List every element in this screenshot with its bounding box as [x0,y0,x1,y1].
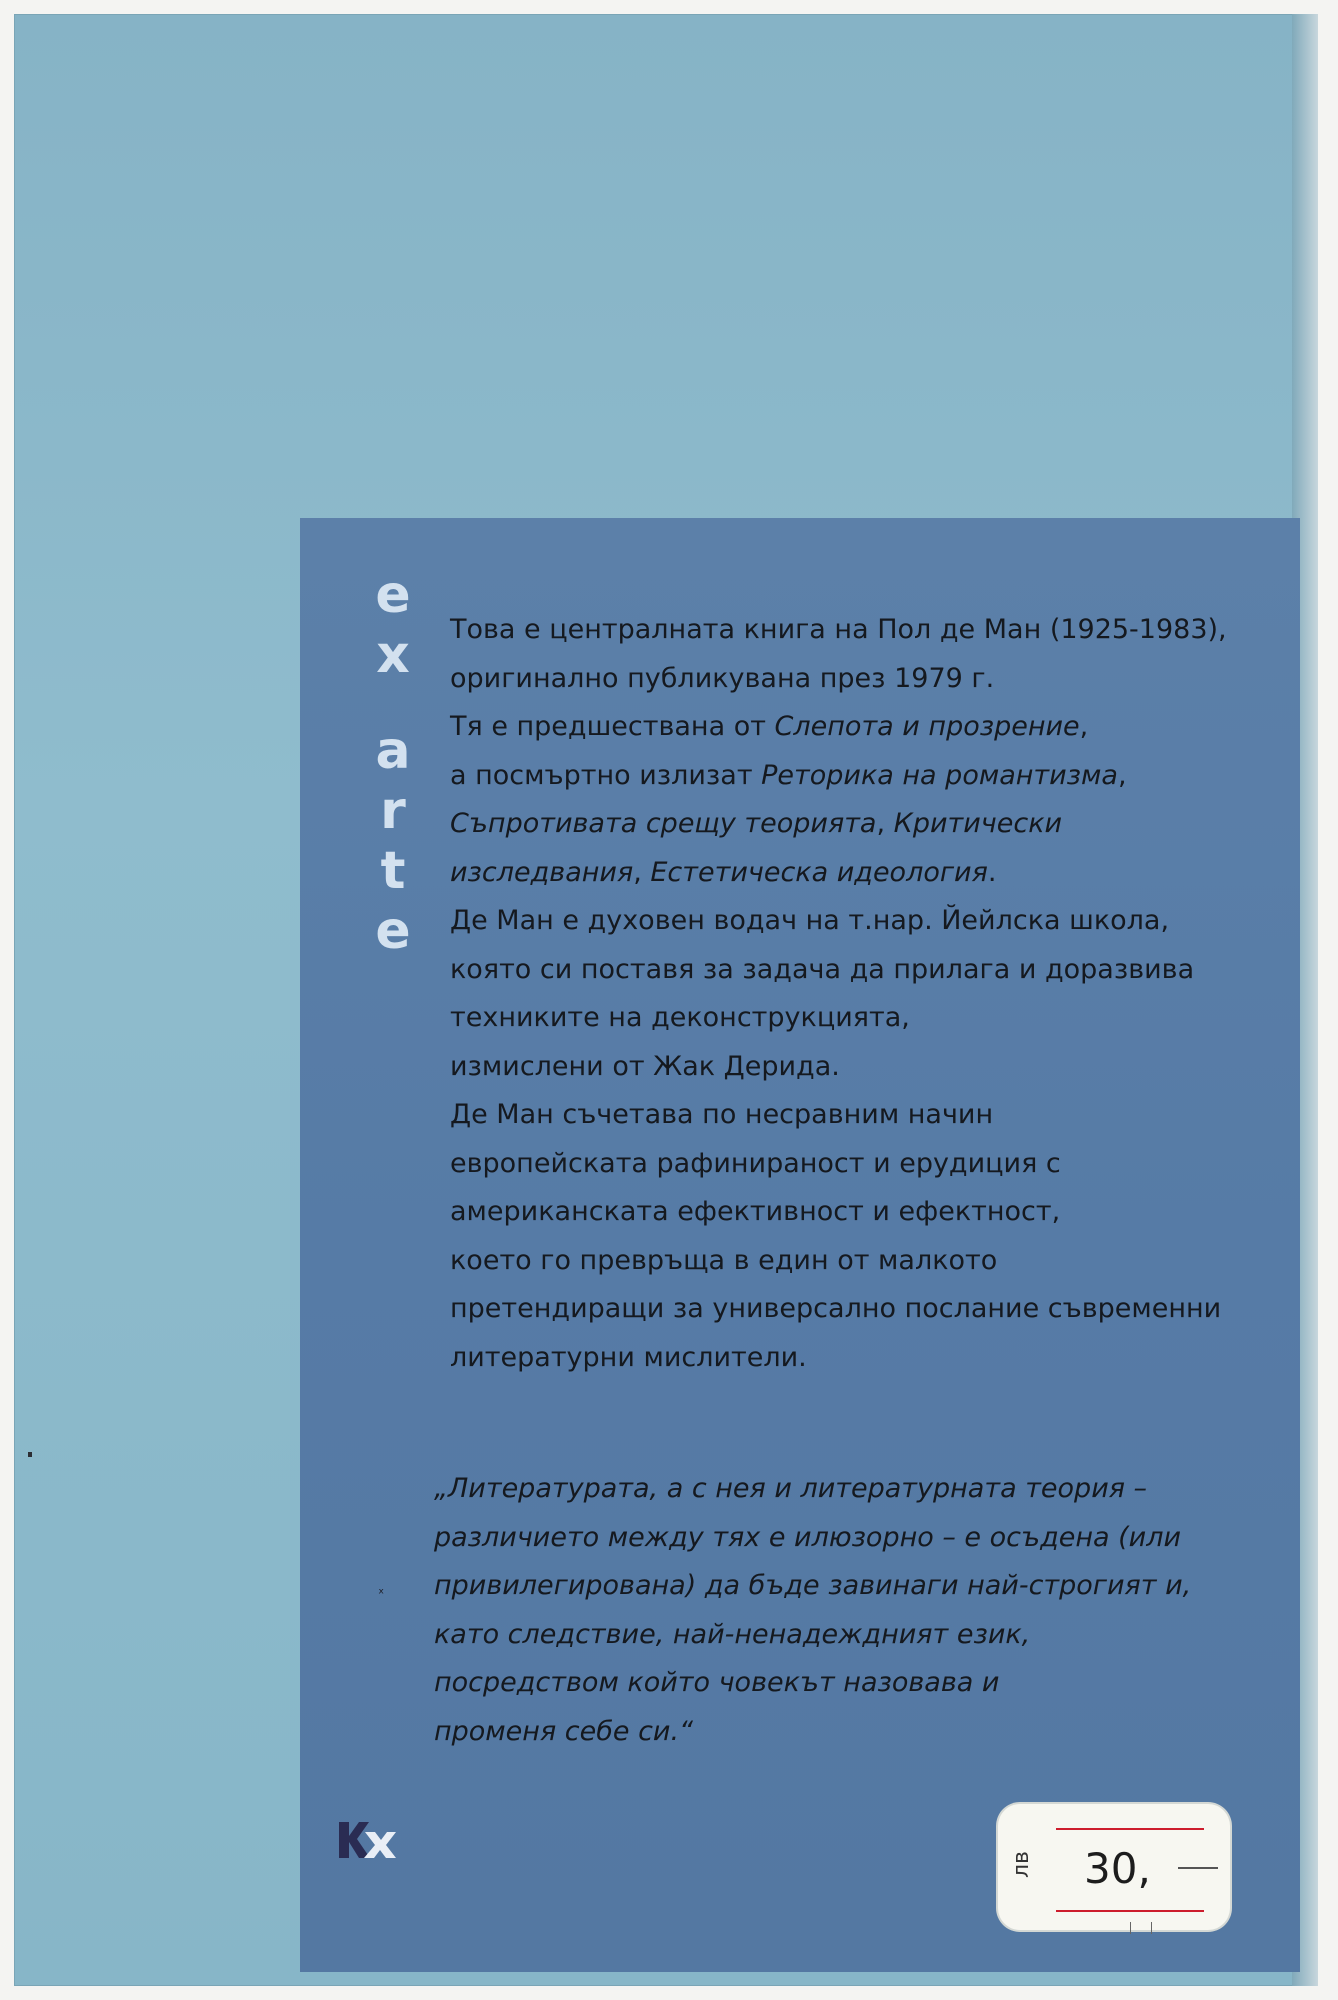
price-sticker [998,1804,1230,1930]
quote-line: различието между тях е илюзорно – е осъдена (или [434,1521,1182,1553]
book-title: Реторика на романтизма [761,759,1118,791]
description-line [450,703,1240,752]
ink-mark: ˣ [378,1586,385,1602]
description-text: . [987,856,997,888]
description-line [450,849,1240,898]
description-line: техниките на деконструкцията, [450,1002,910,1033]
book-title: Естетическа идеология [650,856,988,888]
description-text: , [876,808,894,839]
quote-line: привилегирована) да бъде завинаги най-строгият и, [434,1570,1192,1601]
publisher-logo-icon [337,1818,397,1862]
series-letter: x [376,625,410,685]
series-letter: t [380,841,406,901]
sticker-red-line [1056,1910,1204,1912]
price-currency: лв [1009,1850,1035,1879]
sticker-dash [1178,1867,1218,1869]
description-line: Де Ман съчетава по несравним начин [450,1099,994,1130]
description-line: оригинално публикувана през 1979 г. [450,662,995,694]
description-text: , [1117,759,1127,791]
description-line: претендиращи за универсално послание съвременни [450,1293,1222,1324]
author-quote [434,1465,1244,1756]
description-text: а посмъртно излизат [450,759,762,791]
description-line [450,800,1240,849]
series-letter: e [375,565,411,625]
ink-dot [28,1452,32,1457]
series-letter: e [375,901,411,961]
quote-line: като следствие, най-ненадеждният език, [434,1618,1031,1650]
book-title: Слепота и прозрение [774,711,1080,742]
description-line: американската ефективност и ефектност, [450,1196,1061,1227]
description-line: Това е централната книга на Пол де Ман (1925-1983), [450,614,1227,645]
description-text: , [1079,711,1089,742]
description-line: което го превръща в един от малкото [450,1244,998,1276]
series-letter: r [380,781,406,841]
book-title: Съпротивата срещу теорията [450,808,877,839]
series-spacer [365,685,421,721]
price-value: 30, [1084,1844,1151,1893]
quote-line: „Литературата, а с нея и литературната теория – [434,1473,1148,1504]
sticker-red-line [1056,1828,1204,1830]
sticker-tick-mark [1130,1922,1152,1934]
description-line: европейската рафинираност и ерудиция с [450,1147,1061,1179]
quote-line: посредством който човекът назовава и [434,1667,1000,1698]
description-line: измислени от Жак Дерида. [450,1050,840,1082]
description-line: Де Ман е духовен водач на т.нар. Йейлска школа, [450,905,1170,936]
series-letter: a [375,721,411,781]
book-title: Критически [893,808,1063,839]
description-text: , [633,856,651,888]
description-line: която си поставя за задача да прилага и доразвива [450,953,1195,985]
book-title: изследвания [450,856,634,888]
quote-line: променя себе си.“ [434,1715,694,1747]
book-description [450,606,1240,1382]
description-text: Тя е предшествана от [450,711,775,742]
description-line: литературни мислители. [450,1341,807,1373]
series-label-ex-arte [365,565,421,985]
description-line [450,752,1240,801]
